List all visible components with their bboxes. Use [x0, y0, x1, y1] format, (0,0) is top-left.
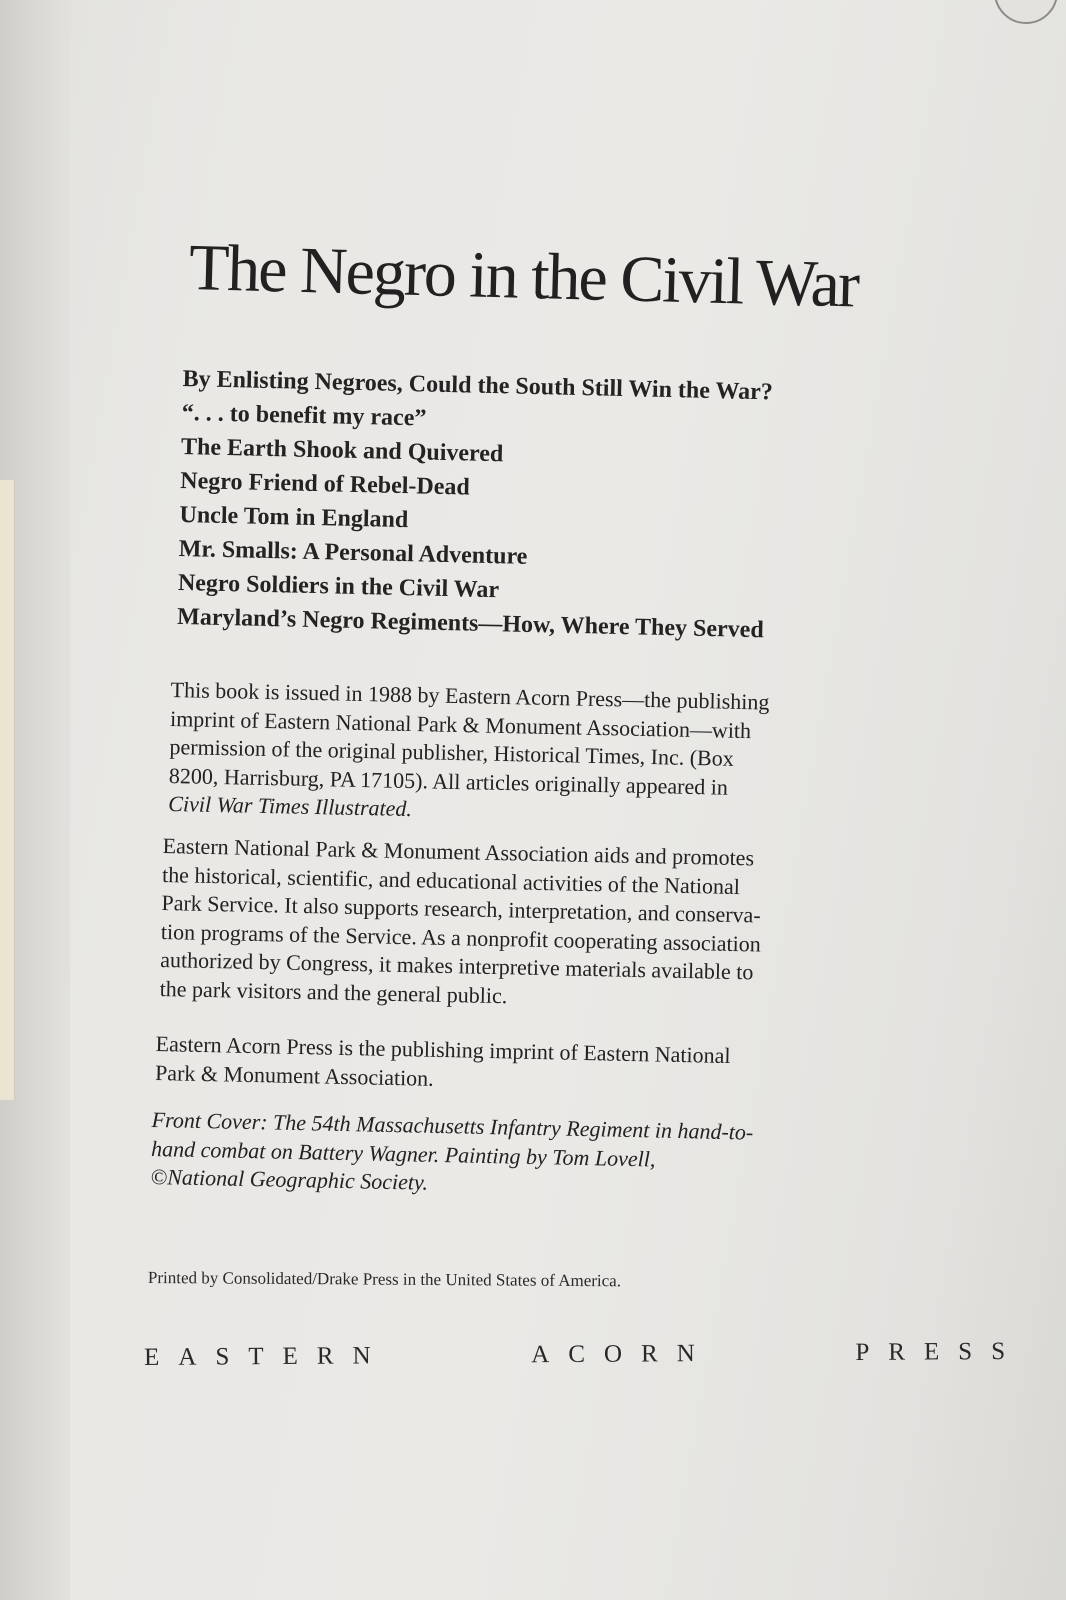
toc-item: Maryland’s Negro Regiments—How, Where They Served	[176, 603, 764, 644]
paragraph-line: tion programs of the Service. As a nonprofit cooperating association	[160, 918, 762, 957]
publisher-word: EASTERN	[144, 1342, 390, 1371]
publisher-word: ACORN	[531, 1340, 714, 1369]
paragraph-line: authorized by Congress, it makes interpretive materials available to	[160, 946, 754, 985]
paragraph-line: 8200, Harrisburg, PA 17105). All articles originally appeared in	[168, 762, 729, 800]
printer-credit: Printed by Consolidated/Drake Press in the United States of America.	[147, 1268, 622, 1291]
cover-credit-paragraph	[150, 1106, 892, 1207]
toc-item: “. . . to benefit my race”	[181, 399, 427, 432]
imprint-paragraph	[155, 1030, 896, 1102]
paragraph-line: the park visitors and the general public.	[159, 975, 508, 1008]
paragraph-line: Eastern National Park & Monument Association aids and promotes	[162, 832, 755, 871]
toc-item: Uncle Tom in England	[179, 501, 409, 534]
page-title: The Negro in the Civil War	[188, 230, 859, 322]
publisher-imprint	[144, 1338, 1024, 1372]
paragraph-line: Park & Monument Association.	[154, 1059, 434, 1091]
paragraph-line: imprint of Eastern National Park & Monument Association—with	[169, 705, 752, 743]
toc-item: Mr. Smalls: A Personal Adventure	[178, 535, 528, 570]
magazine-title: Civil War Times Illustrated.	[168, 790, 413, 822]
paragraph-line: permission of the original publisher, Historical Times, Inc. (Box	[169, 733, 735, 771]
toc-item: By Enlisting Negroes, Could the South Still Win the War?	[182, 365, 774, 406]
issue-paragraph	[168, 676, 911, 834]
paragraph-line: the historical, scientific, and educational activities of the National	[161, 861, 741, 899]
paragraph-line: This book is issued in 1988 by Eastern Acorn Press—the publishing	[170, 676, 770, 715]
toc-item: The Earth Shook and Quivered	[180, 433, 504, 468]
paragraph-line: Park Service. It also supports research, interpretation, and conserva-	[161, 889, 761, 928]
toc-item: Negro Friend of Rebel-Dead	[180, 467, 471, 501]
publisher-word: PRESS	[855, 1337, 1025, 1367]
paragraph-line: ©National Geographic Society.	[150, 1163, 429, 1195]
association-paragraph	[159, 832, 902, 1018]
paragraph-line: hand combat on Battery Wagner. Painting by Tom Lovell,	[150, 1135, 656, 1172]
paragraph-line: Eastern Acorn Press is the publishing imprint of Eastern National	[155, 1030, 731, 1069]
toc-item: Negro Soldiers in the Civil War	[177, 569, 500, 604]
table-of-contents	[177, 362, 863, 649]
paragraph-line: Front Cover: The 54th Massachusetts Infantry Regiment in hand-to-	[151, 1106, 754, 1145]
